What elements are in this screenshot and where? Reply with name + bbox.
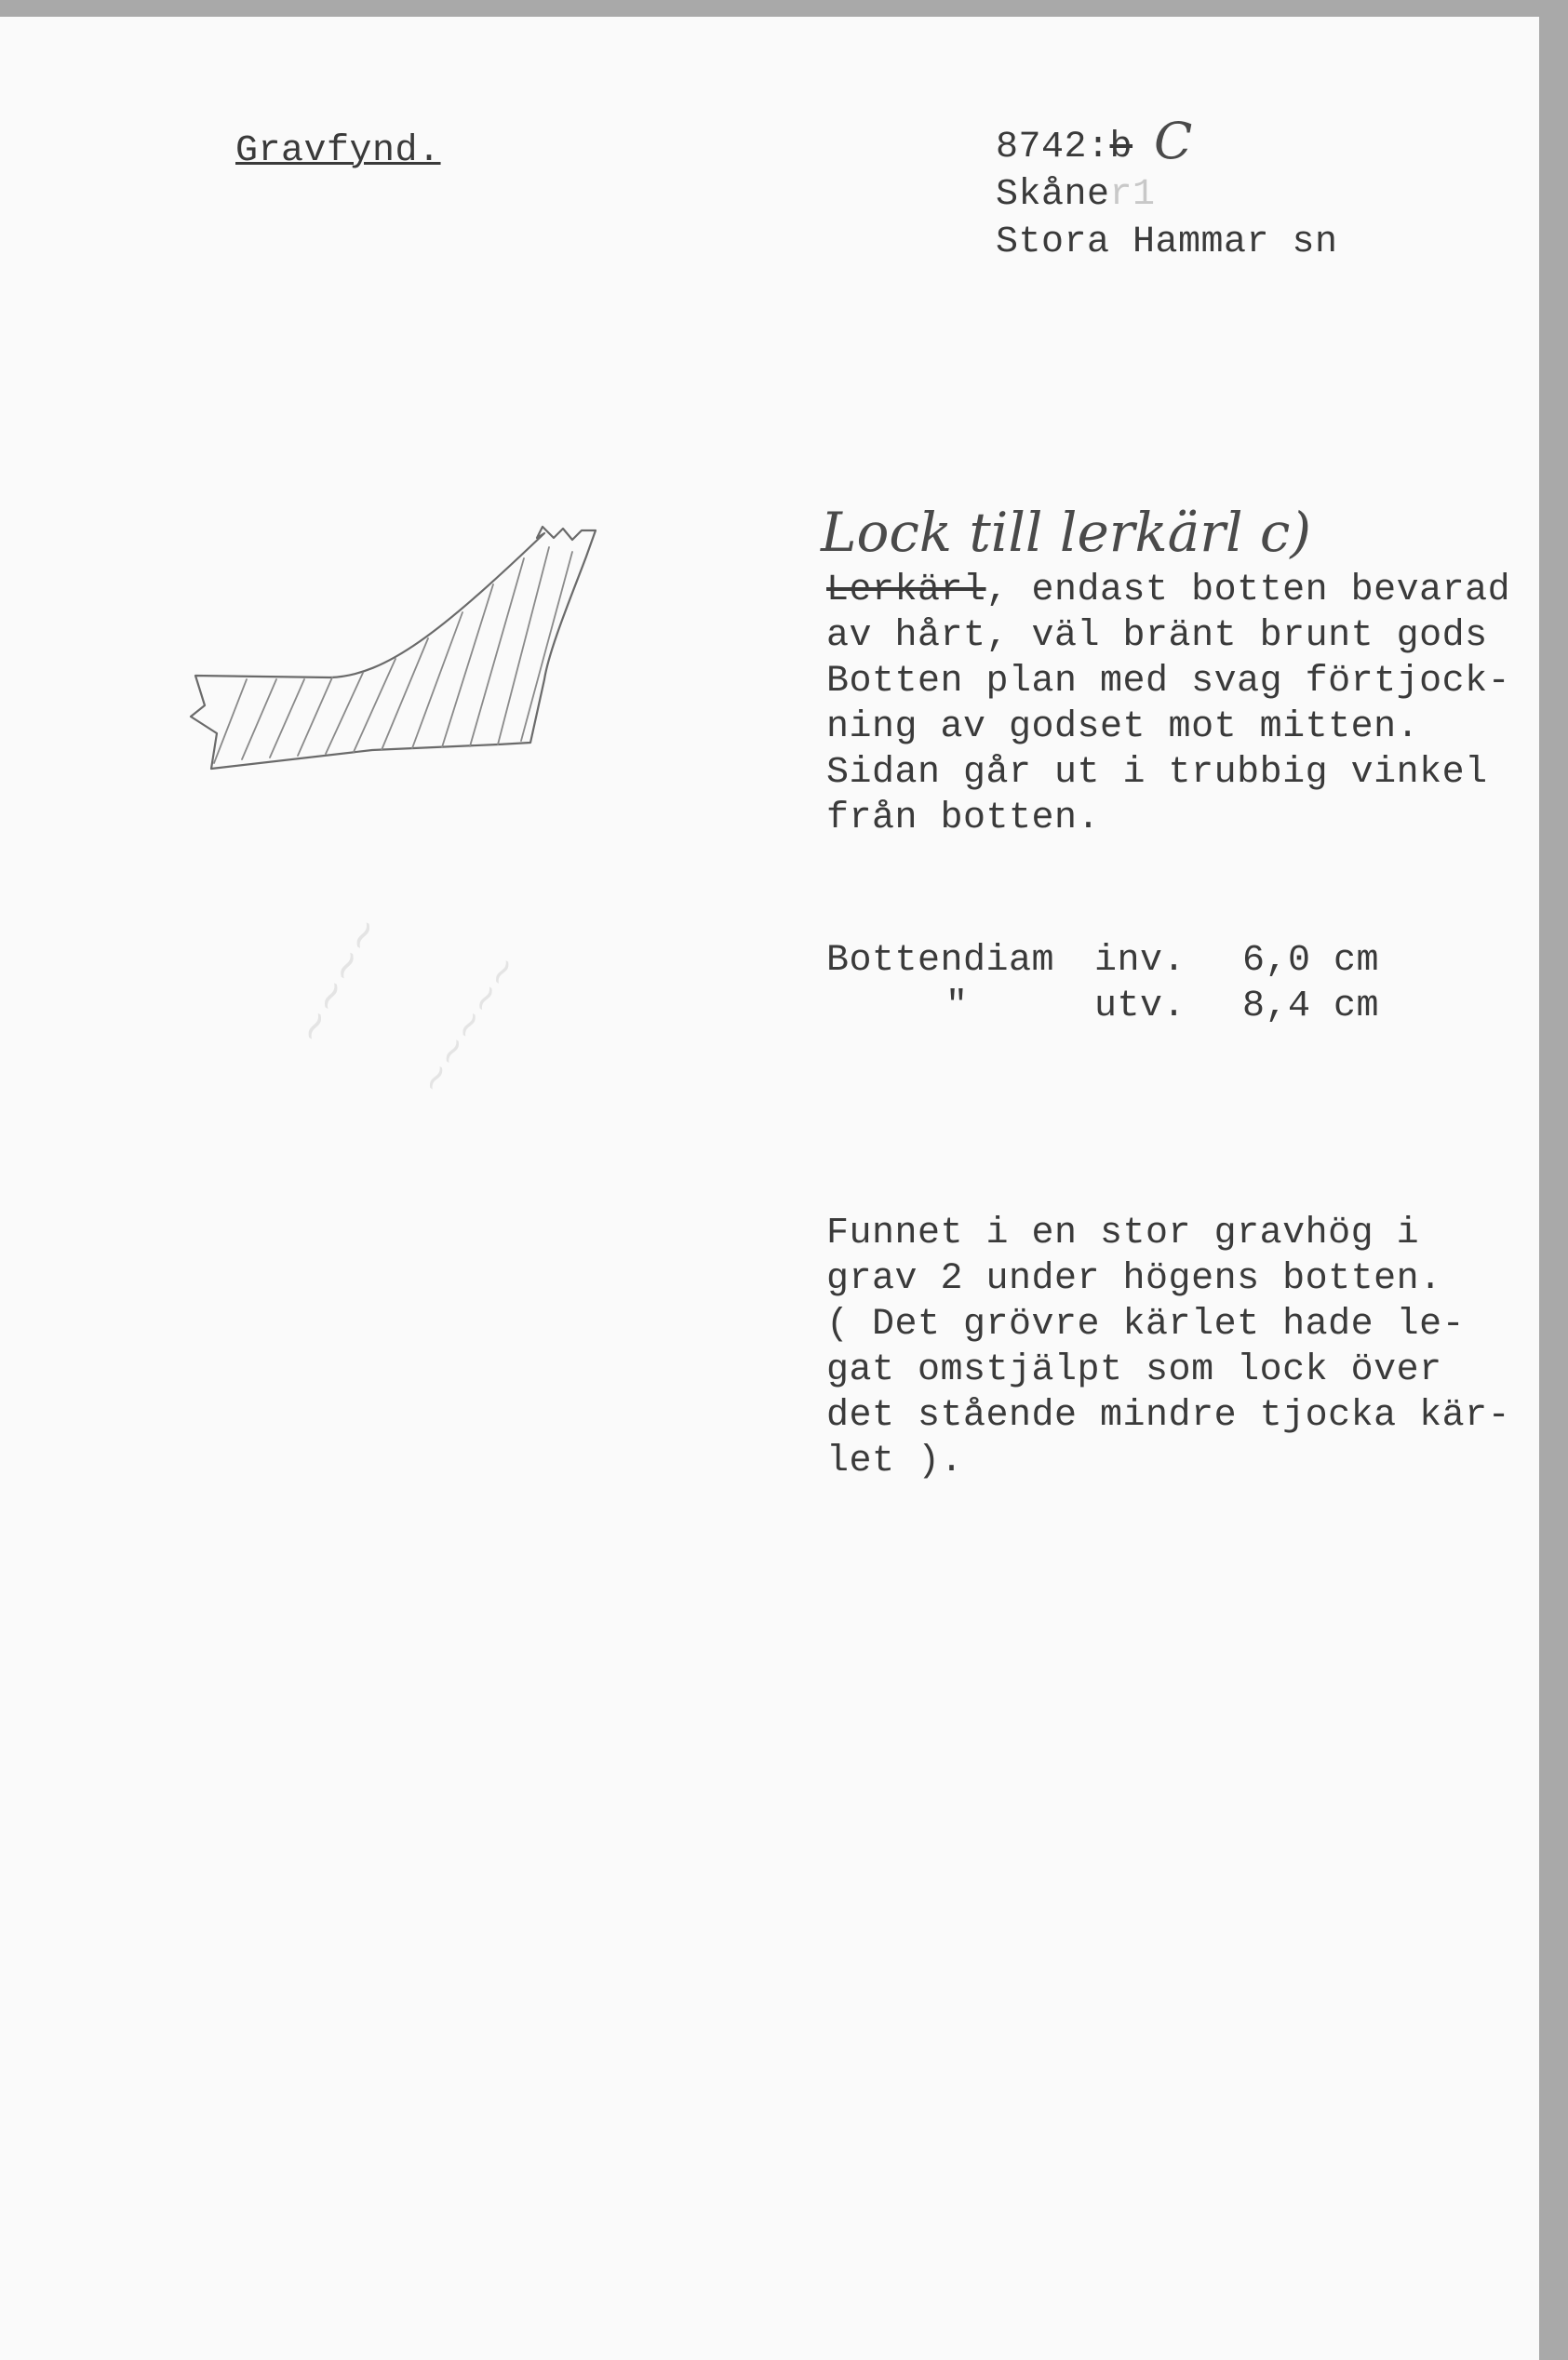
catalog-card xyxy=(0,17,1539,2360)
description-line: Sidan går ut i trubbig vinkel xyxy=(826,752,1488,794)
description-line: ning av godset mot mitten. xyxy=(826,706,1420,748)
find-context-line: let ). xyxy=(826,1441,964,1482)
description-first-line: Lerkärl, endast botten bevarad xyxy=(826,570,1511,611)
catalog-number-struck: b xyxy=(1109,127,1133,168)
handwritten-title: Lock till lerkärl c) xyxy=(821,501,1312,564)
sketch-outline xyxy=(191,527,596,769)
province-name: Skåner1 xyxy=(996,174,1156,216)
measurement-label: Bottendiam xyxy=(826,940,1055,982)
catalog-handwritten-letter: C xyxy=(1154,112,1193,170)
measurement-ditto: " xyxy=(945,986,969,1027)
faint-overstrike: r1 xyxy=(1109,174,1156,216)
document-category-label: Gravfynd. xyxy=(235,130,441,172)
measurement-kind: inv. xyxy=(1094,940,1186,982)
vessel-profile-sketch xyxy=(172,519,628,798)
measurement-value: 8,4 cm xyxy=(1242,986,1380,1027)
description-line: från botten. xyxy=(826,798,1101,839)
description-line: Botten plan med svag förtjock- xyxy=(826,661,1511,703)
bleed-through-mark: ~~~~~ xyxy=(409,946,529,1103)
measurement-value: 6,0 cm xyxy=(1242,940,1380,982)
find-context-line: grav 2 under högens botten. xyxy=(826,1258,1442,1300)
struck-word: Lerkärl xyxy=(826,570,986,611)
find-context-line: Funnet i en stor gravhög i xyxy=(826,1213,1420,1254)
find-context-line: gat omstjälpt som lock över xyxy=(826,1349,1442,1391)
parish-name: Stora Hammar sn xyxy=(996,221,1338,263)
measurement-kind: utv. xyxy=(1094,986,1186,1027)
find-context-line: det stående mindre tjocka kär- xyxy=(826,1395,1511,1437)
bleed-through-mark: ~~~~ xyxy=(285,908,392,1053)
description-line: av hårt, väl bränt brunt gods xyxy=(826,615,1488,657)
sketch-hatching xyxy=(214,547,572,763)
catalog-number xyxy=(996,125,1132,170)
catalog-number-typed: 8742: xyxy=(996,127,1110,168)
find-context-line: ( Det grövre kärlet hade le- xyxy=(826,1304,1466,1346)
